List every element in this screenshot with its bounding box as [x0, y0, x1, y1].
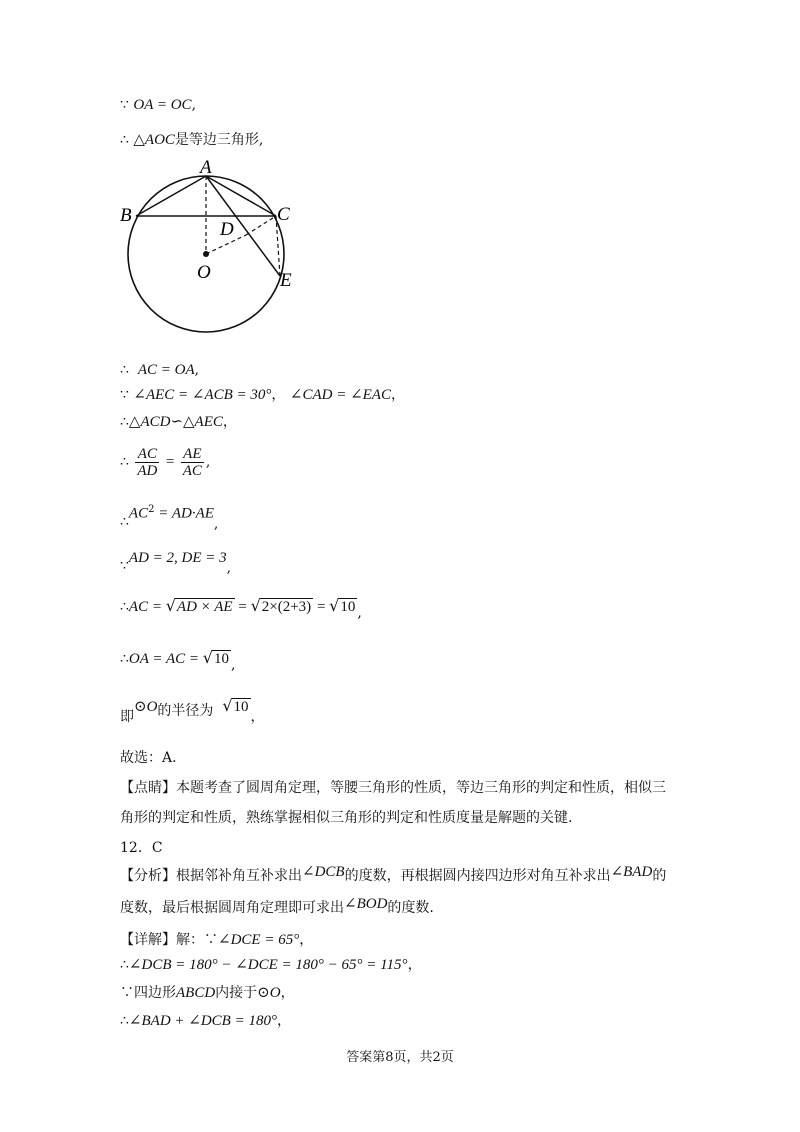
label-d: D [220, 219, 234, 240]
therefore-symbol: ∴ [120, 132, 129, 148]
label-c: C [277, 204, 290, 225]
because-symbol: ∵ [120, 387, 129, 403]
line-ac-oa: ∴ AC = OA, [120, 362, 200, 378]
sqrt-symbol: √ [222, 696, 233, 715]
therefore-symbol: ∴ [120, 454, 129, 470]
segment-ae [206, 176, 280, 276]
note-paragraph-line1: 【点睛】本题考查了圆周角定理，等腰三角形的性质，等边三角形的判定和性质，相似三 [120, 780, 666, 796]
segment-ab [136, 176, 206, 216]
label-o: O [197, 262, 211, 283]
line-angle-equalities: ∵ ∠AEC = ∠ACB = 30°， ∠CAD = ∠EAC， [120, 387, 405, 403]
analysis-line1: 【分析】根据邻补角互补求出∠DCB的度数，再根据圆内接四边形对角互补求出∠BAD的 [120, 864, 667, 884]
segment-ac [206, 176, 276, 216]
therefore-symbol: ∴ [120, 362, 129, 378]
therefore-symbol: ∴ [120, 599, 129, 615]
circle-geometry-figure [110, 158, 310, 338]
label-e: E [280, 270, 292, 291]
line-ratio-fraction: ∴ $\frac{AC}{AD}$ = $\frac{AE}{AC}$ , [120, 445, 211, 479]
math-expression: AD = 2, DE = 3 [128, 550, 227, 566]
therefore-symbol: ∴ [120, 651, 129, 667]
answer-choice-a: 故选：A． [120, 750, 187, 766]
label-b: B [120, 205, 132, 226]
segment-dc-dashed [246, 216, 276, 235]
question-12-answer: 12．C [120, 840, 163, 856]
sqrt-symbol: √ [250, 596, 261, 615]
fraction-ac-over-ad: $\frac{AC}{AD}$ [137, 445, 158, 479]
line-aoc-equilateral: ∴ △AOC是等边三角形, [120, 132, 264, 148]
note-paragraph-line2: 角形的判定和性质，熟练掌握相似三角形的判定和性质度量是解题的关键. [120, 810, 573, 826]
line-ac-sqrt-calc: ∴AC = √AD × AE = √2×(2+3) = √10 , [120, 596, 362, 621]
line-oa-oc: ∵ OA = OC, [120, 97, 197, 113]
line-similar-triangles: ∴△ACD∽△AEC， [120, 414, 237, 430]
line-ac-squared: $\therefore AC^2 = AD\cdot AE$, [120, 504, 219, 532]
analysis-line2: 度数，最后根据圆周角定理即可求出∠BOD的度数. [120, 896, 434, 916]
line-inscribed-quadrilateral: ∵四边形ABCD内接于⊙O， [120, 985, 295, 1001]
sqrt-symbol: √ [165, 596, 176, 615]
center-point-o [203, 251, 209, 257]
sqrt-symbol: √ [329, 596, 340, 615]
line-oa-result: ∴OA = AC = √10 , [120, 648, 236, 673]
math-expression: AC = OA [137, 362, 195, 378]
because-symbol: ∵ [120, 985, 134, 1001]
line-supplementary-angles: ∴∠BAD + ∠DCB = 180°， [120, 1013, 291, 1029]
page-footer: 答案第8页，共2页 [346, 1050, 454, 1065]
label-a: A [200, 158, 212, 178]
therefore-symbol: ∴ [120, 414, 129, 430]
math-expression: ∠AEC = ∠ACB = 30° [133, 387, 272, 403]
line-dcb-calc: ∴∠DCB = 180° − ∠DCE = 180° − 65° = 115°， [120, 957, 422, 973]
line-radius-conclusion: 即⊙O的半径为 √10， [120, 696, 265, 725]
math-expression: △AOC [133, 132, 175, 148]
math-expression: OA = OC [133, 97, 192, 113]
because-symbol: ∵ [120, 97, 129, 113]
math-expression: △ACD∽△AEC [128, 414, 223, 430]
sqrt-symbol: √ [202, 648, 213, 667]
therefore-symbol: ∴ [120, 957, 129, 973]
fraction-ae-over-ac: $\frac{AE}{AC}$ [182, 445, 202, 479]
therefore-symbol: ∴ [120, 513, 129, 530]
because-symbol: ∵ [120, 558, 129, 574]
therefore-symbol: ∴ [120, 1013, 129, 1029]
line-ad-de-values: ∵AD = 2, DE = 3, [120, 550, 232, 576]
math-expression: ∠CAD = ∠EAC [289, 387, 391, 403]
detail-solution-start: 【详解】解：∵∠DCE = 65°， [120, 932, 314, 948]
